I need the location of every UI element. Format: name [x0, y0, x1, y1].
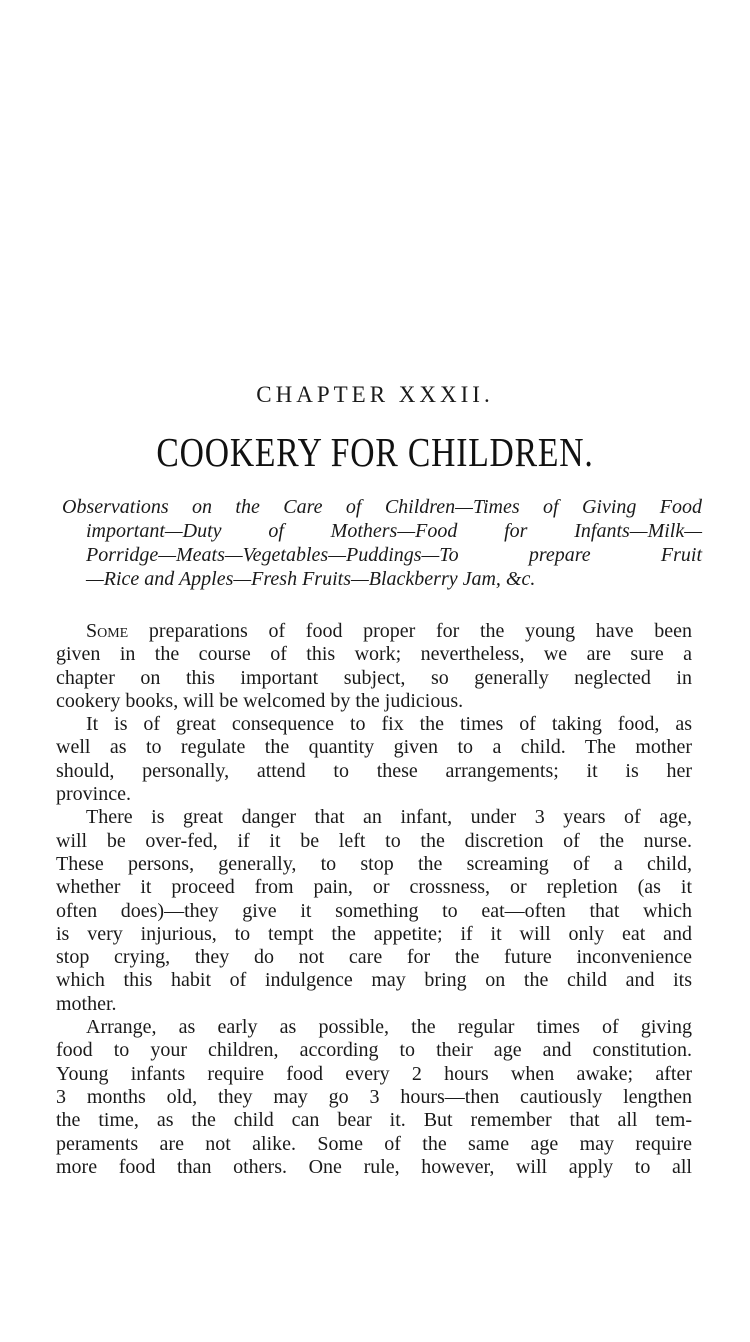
- paragraph-line: chapter on this important subject, so generally neglected in: [56, 666, 692, 689]
- synopsis-line: important—Duty of Mothers—Food for Infants—Milk—: [86, 520, 702, 542]
- chapter-synopsis: [62, 495, 702, 591]
- paragraph-line: mother.: [56, 992, 117, 1015]
- paragraph-line: will be over-fed, if it be left to the discretion of the nurse.: [56, 829, 692, 852]
- synopsis-line: Porridge—Meats—Vegetables—Puddings—To prepare Fruit: [86, 544, 702, 566]
- chapter-number: CHAPTER XXXII.: [256, 382, 494, 407]
- paragraph-line: should, personally, attend to these arrangements; it is her: [56, 759, 692, 782]
- paragraph-line: stop crying, they do not care for the future inconvenience: [56, 946, 692, 969]
- paragraph-line: province.: [56, 783, 131, 806]
- paragraph-line: whether it proceed from pain, or crossness, or repletion (as it: [56, 876, 692, 899]
- body-text: [56, 620, 692, 1179]
- opening-word: Some: [86, 620, 129, 642]
- paragraph-line: There is great danger that an infant, under 3 years of age,: [86, 806, 692, 829]
- paragraph-line: is very injurious, to tempt the appetite; if it will only eat and: [56, 922, 692, 945]
- paragraph-line: more food than others. One rule, however, will apply to all: [56, 1155, 692, 1178]
- paragraph-line: cookery books, will be welcomed by the judicious.: [56, 689, 464, 712]
- synopsis-line: Observations on the Care of Children—Times of Giving Food: [62, 496, 702, 518]
- paragraph-line: 3 months old, they may go 3 hours—then cautiously lengthen: [56, 1085, 692, 1108]
- paragraph-line: which this habit of indulgence may bring on the child and its: [56, 969, 692, 992]
- paragraph-line: given in the course of this work; nevertheless, we are sure a: [56, 643, 692, 666]
- paragraph-line: Arrange, as early as possible, the regular times of giving: [86, 1016, 692, 1039]
- paragraph-line: the time, as the child can bear it. But remember that all tem-: [56, 1109, 692, 1132]
- paragraph-line: peraments are not alike. Some of the same age may require: [56, 1132, 692, 1155]
- synopsis-line: —Rice and Apples—Fresh Fruits—Blackberry Jam, &c.: [86, 568, 536, 590]
- paragraph-line: often does)—they give it something to eat—often that which: [56, 899, 692, 922]
- paragraph-line: It is of great consequence to fix the times of taking food, as: [86, 713, 692, 736]
- paragraph-line: These persons, generally, to stop the screaming of a child,: [56, 852, 692, 875]
- paragraph-line-text: preparations of food proper for the young have been: [128, 620, 692, 642]
- chapter-title: COOKERY FOR CHILDREN.: [156, 429, 594, 475]
- paragraph-line: Young infants require food every 2 hours when awake; after: [56, 1062, 692, 1085]
- paragraph-line: [56, 620, 692, 643]
- paragraph-line: food to your children, according to their age and constitution.: [56, 1039, 692, 1062]
- paragraph-line: well as to regulate the quantity given to a child. The mother: [56, 736, 692, 759]
